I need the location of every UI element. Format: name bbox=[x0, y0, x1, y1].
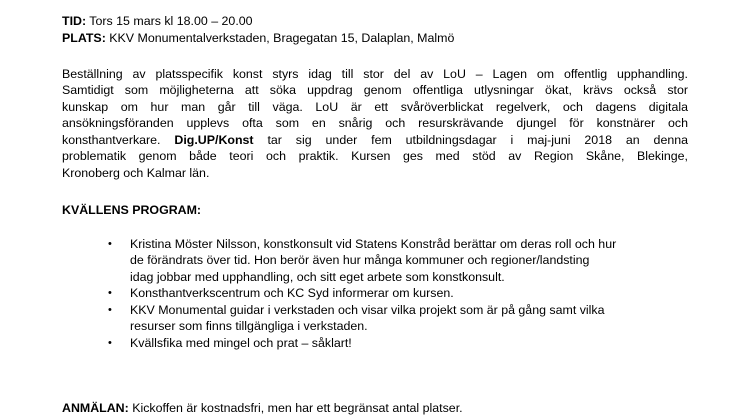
program-item-3-line-1: KKV Monumental guidar i verkstaden och visar vilka projekt som är på gång samt vilka bbox=[130, 303, 605, 317]
intro-line-1: Beställning av platsspecifik konst styrs idag till stor del av LoU – Lagen om offentlig upphandling. bbox=[62, 67, 688, 81]
registration-value: Kickoffen är kostnadsfri, men har ett begränsat antal platser. bbox=[128, 401, 463, 415]
intro-line-5 bbox=[62, 132, 688, 148]
program-item-1-line-2: de förändrats över tid. Hon berör även hur många kommuner och regioner/landsting bbox=[130, 253, 590, 267]
time-value: Tors 15 mars kl 18.00 – 20.00 bbox=[86, 14, 253, 28]
place-label: PLATS: bbox=[62, 31, 106, 45]
time-line bbox=[62, 13, 688, 29]
place-value: KKV Monumentalverkstaden, Bragegatan 15, Dalaplan, Malmö bbox=[105, 31, 455, 45]
intro-line-7: Kronoberg och Kalmar län. bbox=[62, 166, 210, 180]
intro-text: konsthantverkare. bbox=[62, 133, 175, 147]
bullet-marker: • bbox=[108, 287, 112, 299]
intro-text: tar sig under fem utbildningsdagar i maj-juni 2018 an denna bbox=[253, 133, 689, 147]
program-item-2-line-1: Konsthantverkscentrum och KC Syd informerar om kursen. bbox=[130, 286, 454, 300]
bullet-marker: • bbox=[108, 337, 112, 349]
program-item-1-line-1: Kristina Möster Nilsson, konstkonsult vid Statens Konstråd berättar om deras roll och hur bbox=[130, 237, 617, 251]
intro-line-4: ansökningsföranden upplevs ofta som en snårig och resurskrävande djungel för konstnärer och bbox=[62, 116, 688, 130]
program-item-4-line-1: Kvällsfika med mingel och prat – såklart! bbox=[130, 336, 352, 350]
intro-line-2: Samtidigt som möjligheterna att söka uppdrag genom offentliga utlysningar ökat, krävs också stor bbox=[62, 83, 688, 97]
course-name: Dig.UP/Konst bbox=[174, 133, 254, 147]
registration-line bbox=[62, 400, 688, 416]
intro-line-6: problematik genom både teori och praktik. Kursen ges med stöd av Region Skåne, Blekinge, bbox=[62, 149, 688, 163]
time-label: TID: bbox=[62, 14, 87, 28]
bullet-marker: • bbox=[108, 238, 112, 250]
program-item-3-line-2: resurser som finns tillgängliga i verkstaden. bbox=[130, 319, 368, 333]
program-item-1-line-3: idag jobbar med upphandling, och sitt eget arbete som konstkonsult. bbox=[130, 270, 505, 284]
intro-line-3: kunskap om hur man går till väga. LoU är ett svåröverblickat regelverk, och dagens digitala bbox=[62, 100, 688, 114]
bullet-marker: • bbox=[108, 304, 112, 316]
program-heading: KVÄLLENS PROGRAM: bbox=[62, 203, 202, 217]
registration-label: ANMÄLAN: bbox=[62, 401, 129, 415]
place-line bbox=[62, 30, 688, 46]
